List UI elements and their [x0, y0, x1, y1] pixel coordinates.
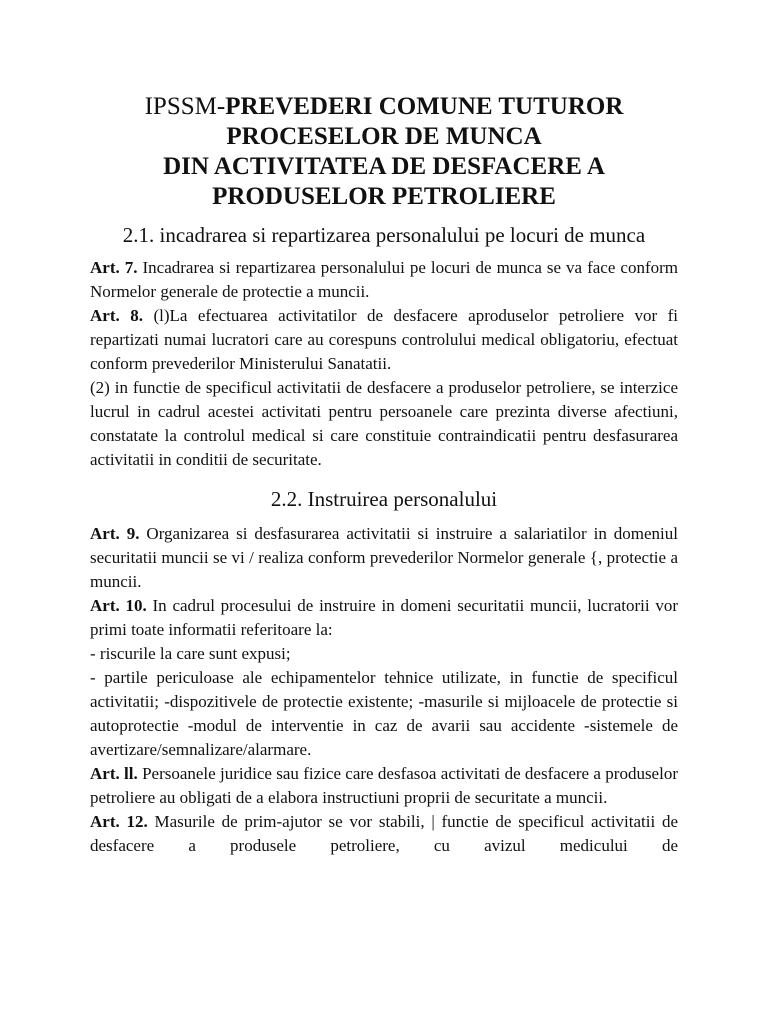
section-heading-2-1: 2.1. incadrarea si repartizarea personalului pe locuri de munca — [122, 223, 646, 247]
title-line-3: DIN ACTIVITATEA DE DESFACERE A — [163, 153, 605, 180]
title-line-1-bold: PREVEDERI COMUNE TUTUROR — [225, 93, 624, 120]
article-text: (2) in functie de specificul activitatii de desfacere a produselor petroliere, se interzice lucrul in cadrul acestei activitati pentru persoanele care prezinta diverse afectiuni, constatate la controlul medical si care constituie contraindicatii pentru desfasurarea activitatii in conditii de securitate. — [90, 378, 678, 469]
article-label: Art. 8. — [90, 306, 143, 325]
section-heading-2-2: 2.2. Instruirea personalului — [270, 487, 498, 511]
title-line-4: PRODUSELOR PETROLIERE — [212, 183, 556, 210]
paragraph-art-8-2 — [90, 376, 678, 472]
article-label: Art. 7. — [90, 258, 138, 277]
article-text: (l)La efectuarea activitatilor de desfacere aproduselor petroliere vor fi repartizati numai lucratori care au corespuns controlului medical obligatoriu, efectuat conform prevederilor Ministerului Sanatatii. — [90, 306, 679, 373]
paragraph-art-11 — [90, 762, 678, 810]
article-label: Art. 12. — [90, 812, 148, 831]
paragraph-art-12 — [90, 810, 678, 858]
article-text: Incadrarea si repartizarea personalului pe locuri de munca se va face conform Normelor generale de protectie a muncii. — [90, 258, 678, 301]
paragraph-art-10 — [90, 594, 678, 642]
title-line-1 — [90, 92, 678, 122]
article-label: Art. ll. — [90, 764, 138, 783]
article-label: Art. 10. — [90, 596, 147, 615]
title-line-2: PROCESELOR DE MUNCA — [226, 123, 542, 150]
paragraph-art-7 — [90, 256, 678, 304]
article-text: In cadrul procesului de instruire in domeni securitatii muncii, lucratorii vor primi toate informatii referitoare la: — [90, 596, 678, 639]
paragraph-art-9 — [90, 522, 678, 594]
document-page — [90, 92, 678, 858]
article-text: Organizarea si desfasurarea activitatii si instruire a salariatilor in domeniul securitatii muncii se vi / realiza conform prevederilor Normelor generale {, protectie a muncii. — [90, 524, 678, 591]
article-text: Persoanele juridice sau fizice care desfasoa activitati de desfacere a produselor petroliere au obligati de a elabora instructiuni proprii de securitate a muncii. — [90, 764, 678, 807]
list-item-equipment — [90, 666, 678, 762]
list-item-text: - partile periculoase ale echipamentelor tehnice utilizate, in functie de specificul activitatii; -dispozitivele de protectie existente; -masurile si mijloacele de protectie si autoprotectie -modul de interventie in caz de avarii sau accidente -sistemele de avertizare/semnalizare/alarmare. — [90, 668, 678, 759]
list-item-text: - riscurile la care sunt expusi; — [90, 644, 291, 663]
article-text: Masurile de prim-ajutor se vor stabili, | functie de specificul activitatii de desfacere a produsele petroliere, cu avizul medicului de — [90, 812, 678, 855]
list-item-risks — [90, 642, 678, 666]
title-prefix: IPSSM- — [144, 93, 226, 120]
article-label: Art. 9. — [90, 524, 140, 543]
paragraph-art-8 — [90, 304, 678, 376]
document-title — [90, 92, 678, 212]
